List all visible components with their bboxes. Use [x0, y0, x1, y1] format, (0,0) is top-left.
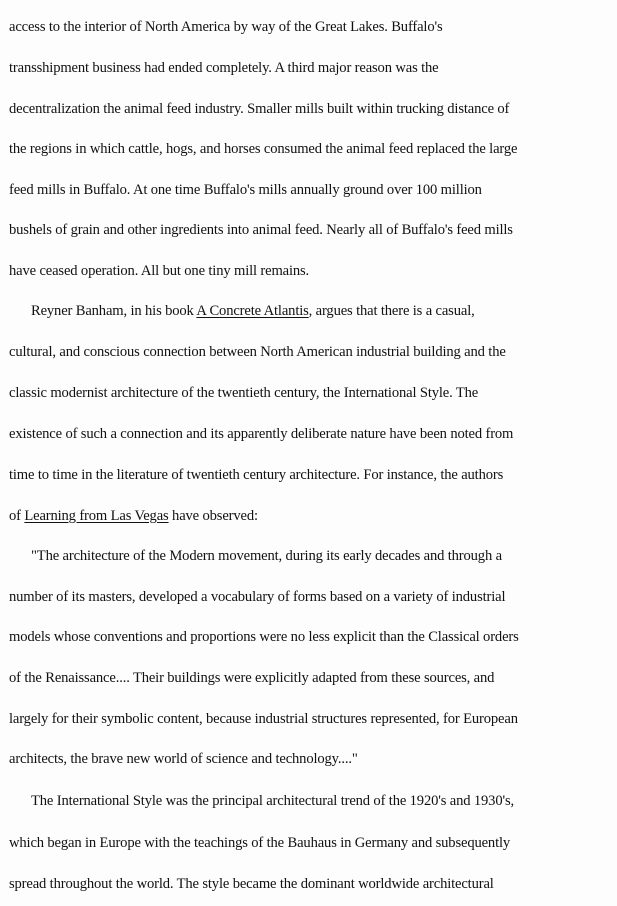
text-line: access to the interior of North America by way of the Great Lakes. Buffalo's: [9, 19, 443, 35]
quote-line: largely for their symbolic content, because industrial structures represented, for European: [9, 711, 518, 727]
text-line: existence of such a connection and its apparently deliberate nature have been noted from: [9, 426, 514, 442]
text-line: [31, 302, 475, 320]
text-line: spread throughout the world. The style became the dominant worldwide architectural: [9, 876, 494, 892]
text-line: have ceased operation. All but one tiny mill remains.: [9, 263, 310, 279]
quote-line: of the Renaissance.... Their buildings were explicitly adapted from these sources, and: [9, 670, 495, 686]
text-line: time to time in the literature of twentieth century architecture. For instance, the authors: [9, 467, 504, 483]
text-line: The International Style was the principal architectural trend of the 1920's and 1930's,: [31, 793, 514, 809]
text-line: [9, 507, 258, 525]
quote-line: number of its masters, developed a vocabulary of forms based on a variety of industrial: [9, 589, 506, 605]
text-line: decentralization the animal feed industry. Smaller mills built within trucking distance of: [9, 101, 510, 117]
quote-line: models whose conventions and proportions were no less explicit than the Classical orders: [9, 629, 519, 645]
text-segment: Reyner Banham, in his book: [31, 303, 197, 319]
text-line: the regions in which cattle, hogs, and horses consumed the animal feed replaced the large: [9, 141, 518, 157]
quote-line: "The architecture of the Modern movement, during its early decades and through a: [31, 548, 502, 564]
text-line: transshipment business had ended completely. A third major reason was the: [9, 60, 439, 76]
text-segment: , argues that there is a casual,: [308, 303, 475, 319]
text-line: cultural, and conscious connection between North American industrial building and the: [9, 344, 506, 360]
text-line: which began in Europe with the teachings of the Bauhaus in Germany and subsequently: [9, 835, 511, 851]
text-segment: have observed:: [168, 508, 258, 524]
text-line: classic modernist architecture of the twentieth century, the International Style. The: [9, 385, 479, 401]
text-line: bushels of grain and other ingredients into animal feed. Nearly all of Buffalo's feed mills: [9, 222, 513, 238]
book-title: Learning from Las Vegas: [24, 508, 169, 524]
quote-line: architects, the brave new world of science and technology....": [9, 751, 358, 767]
text-segment: of: [9, 508, 25, 524]
text-line: feed mills in Buffalo. At one time Buffalo's mills annually ground over 100 million: [9, 182, 482, 198]
book-title: A Concrete Atlantis: [196, 303, 309, 319]
